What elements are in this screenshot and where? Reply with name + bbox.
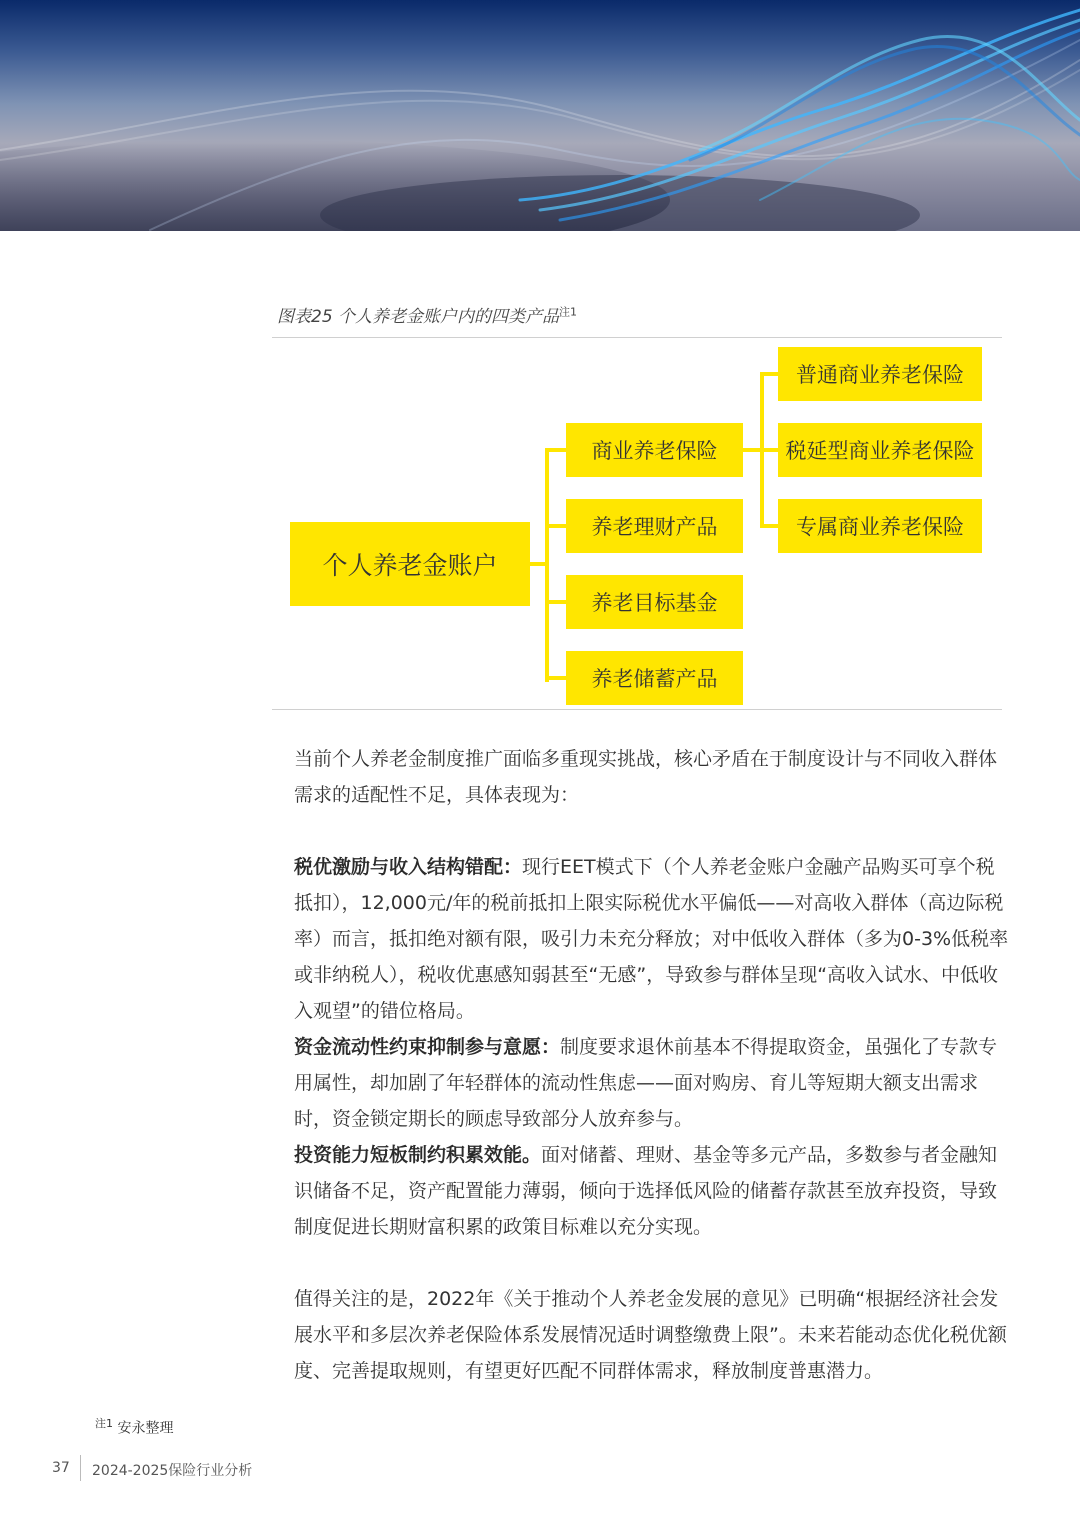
footnote (95, 1415, 173, 1438)
diagram-node-general-insurance: 普通商业养老保险 (778, 347, 982, 401)
intro-text: 当前个人养老金制度推广面临多重现实挑战，核心矛盾在于制度设计与不同收入群体需求的适配性不足，具体表现为： (294, 748, 998, 806)
figure-top-rule (272, 337, 1002, 338)
connector-sub-branch-1 (760, 372, 778, 376)
challenge-item-investment (294, 1137, 1009, 1245)
connector-sub-branch-2 (760, 448, 778, 452)
light-wave-graphic (0, 0, 1080, 231)
diagram-node-tax-deferred-insurance: 税延型商业养老保险 (778, 423, 982, 477)
diagram-root-node: 个人养老金账户 (290, 522, 530, 606)
diagram-node-exclusive-insurance: 专属商业养老保险 (778, 499, 982, 553)
diagram-node-target-fund: 养老目标基金 (566, 575, 743, 629)
closing-paragraph (294, 1281, 1009, 1389)
footer-divider (80, 1455, 81, 1481)
challenge-text: 现行EET模式下（个人养老金账户金融产品购买可享个税抵扣），12,000元/年的税前抵扣上限实际税优水平偏低——对高收入群体（高边际税率）而言，抵扣绝对额有限，吸引力未充分释放；对中低收入群体（多为0-3%低税率或非纳税人），税收优惠感知弱甚至“无感”，导致参与群体呈现“高收入试水、中低收入观望”的错位格局。 (294, 856, 1009, 1022)
challenge-text: 面对储蓄、理财、基金等多元产品，多数参与者金融知识储备不足，资产配置能力薄弱，倾向于选择低风险的储蓄存款甚至放弃投资，导致制度促进长期财富积累的政策目标难以充分实现。 (294, 1144, 998, 1238)
challenge-item-tax (294, 849, 1009, 1029)
header-banner-image (0, 0, 1080, 231)
footnote-text: 安永整理 (117, 1420, 174, 1437)
footer-title: 2024-2025保险行业分析 (92, 1463, 253, 1479)
connector-trunk-1 (545, 448, 549, 682)
figure-bottom-rule (272, 709, 1002, 710)
challenge-item-liquidity (294, 1029, 1009, 1137)
connector-branch-2 (545, 524, 566, 528)
diagram-node-savings-product: 养老储蓄产品 (566, 651, 743, 705)
challenge-title: 投资能力短板制约积累效能。 (294, 1144, 542, 1166)
figure-caption (277, 302, 577, 327)
connector-branch-4 (545, 676, 566, 680)
connector-sub-branch-3 (760, 524, 778, 528)
connector-branch-1 (545, 448, 566, 452)
figure-caption-note: 注1 (559, 305, 578, 319)
challenge-text: 制度要求退休前基本不得提取资金，虽强化了专款专用属性，却加剧了年轻群体的流动性焦虑——面对购房、育儿等短期大额支出需求时，资金锁定期长的顾虑导致部分人放弃参与。 (294, 1036, 998, 1130)
challenge-list (294, 849, 1009, 1245)
diagram-node-commercial-insurance: 商业养老保险 (566, 423, 743, 477)
page-number: 37 (52, 1460, 70, 1476)
connector-branch-3 (545, 600, 566, 604)
diagram-node-wealth-product: 养老理财产品 (566, 499, 743, 553)
challenge-title: 税优激励与收入结构错配： (294, 856, 523, 878)
footnote-mark: 注1 (95, 1417, 113, 1430)
intro-paragraph (294, 741, 1009, 813)
figure-caption-text: 图表25 个人养老金账户内的四类产品 (277, 307, 560, 327)
closing-text: 值得关注的是，2022年《关于推动个人养老金发展的意见》已明确“根据经济社会发展水平和多层次养老保险体系发展情况适时调整缴费上限”。未来若能动态优化税优额度、完善提取规则，有望更好匹配不同群体需求，释放制度普惠潜力。 (294, 1288, 1007, 1382)
challenge-title: 资金流动性约束抑制参与意愿： (294, 1036, 561, 1058)
